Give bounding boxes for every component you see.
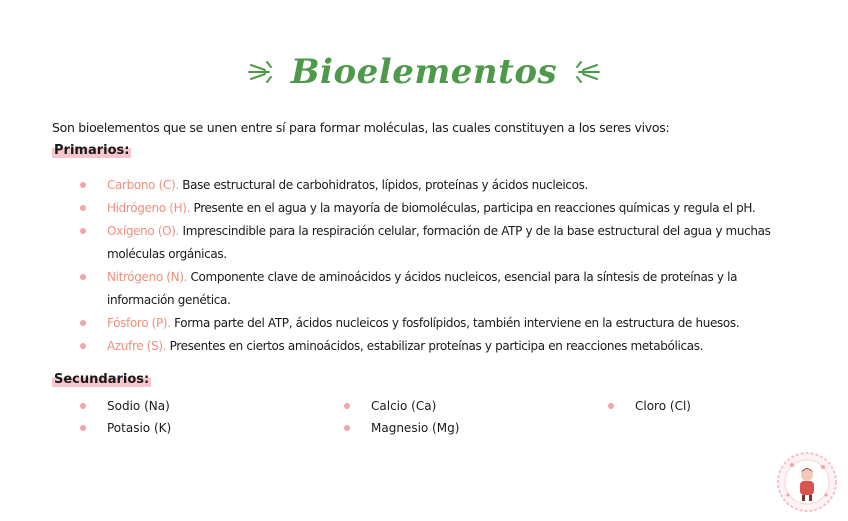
bullet-icon xyxy=(344,425,350,431)
element-description: Presentes en ciertos aminoácidos, estabilizar proteínas y participa en reacciones metabólicas. xyxy=(166,339,704,353)
secundarios-list xyxy=(80,395,720,441)
right-sparkle-icon xyxy=(571,57,601,87)
bullet-icon xyxy=(80,425,86,431)
list-item xyxy=(80,312,800,335)
bullet-icon xyxy=(80,228,86,234)
element-name: Hidrógeno (H). xyxy=(107,201,191,215)
element-description: Forma parte del ATP, ácidos nucleicos y fosfolípidos, también interviene en la estructura de huesos. xyxy=(170,316,740,330)
element-label: Magnesio (Mg) xyxy=(371,421,460,435)
element-name: Fósforo (P). xyxy=(107,316,171,330)
element-name: Nitrógeno (N). xyxy=(107,270,188,284)
bullet-icon xyxy=(80,343,86,349)
list-item xyxy=(344,417,459,440)
element-name: Carbono (C). xyxy=(107,178,179,192)
element-label: Sodio (Na) xyxy=(107,399,170,413)
secundarios-heading: Secundarios: xyxy=(54,372,150,387)
primarios-list xyxy=(80,174,800,358)
bullet-icon xyxy=(80,274,86,280)
element-label: Calcio (Ca) xyxy=(371,399,437,413)
list-item xyxy=(80,220,800,266)
element-description: Base estructural de carbohidratos, lípidos, proteínas y ácidos nucleicos. xyxy=(178,178,588,192)
intro-text: Son bioelementos que se unen entre sí para formar moléculas, las cuales constituyen a los seres vivos: xyxy=(52,120,670,135)
left-sparkle-icon xyxy=(247,57,277,87)
primarios-heading: Primarios: xyxy=(54,143,130,158)
bullet-icon xyxy=(80,205,86,211)
title-area xyxy=(0,42,848,102)
list-item xyxy=(80,335,800,358)
element-description: Presente en el agua y la mayoría de biomoléculas, participa en reacciones químicas y regula el pH. xyxy=(190,201,756,215)
list-item xyxy=(608,395,691,418)
list-item xyxy=(80,174,800,197)
element-name: Oxígeno (O). xyxy=(107,224,180,238)
element-label: Cloro (Cl) xyxy=(635,399,691,413)
element-label: Potasio (K) xyxy=(107,421,172,435)
list-item xyxy=(80,197,800,220)
element-description: Componente clave de aminoácidos y ácidos nucleicos, esencial para la síntesis de proteínas y la información genética. xyxy=(107,270,738,307)
bullet-icon xyxy=(80,182,86,188)
list-item xyxy=(344,395,436,418)
page-title: Bioelementos xyxy=(290,52,558,92)
bullet-icon xyxy=(80,403,86,409)
list-item xyxy=(80,395,170,418)
list-item xyxy=(80,417,171,440)
bullet-icon xyxy=(344,403,350,409)
bullet-icon xyxy=(608,403,614,409)
list-item xyxy=(80,266,800,312)
element-description: Imprescindible para la respiración celular, formación de ATP y de la base estructural del agua y muchas moléculas orgánicas. xyxy=(107,224,771,261)
character-logo-icon xyxy=(776,451,838,513)
element-name: Azufre (S). xyxy=(107,339,167,353)
bullet-icon xyxy=(80,320,86,326)
